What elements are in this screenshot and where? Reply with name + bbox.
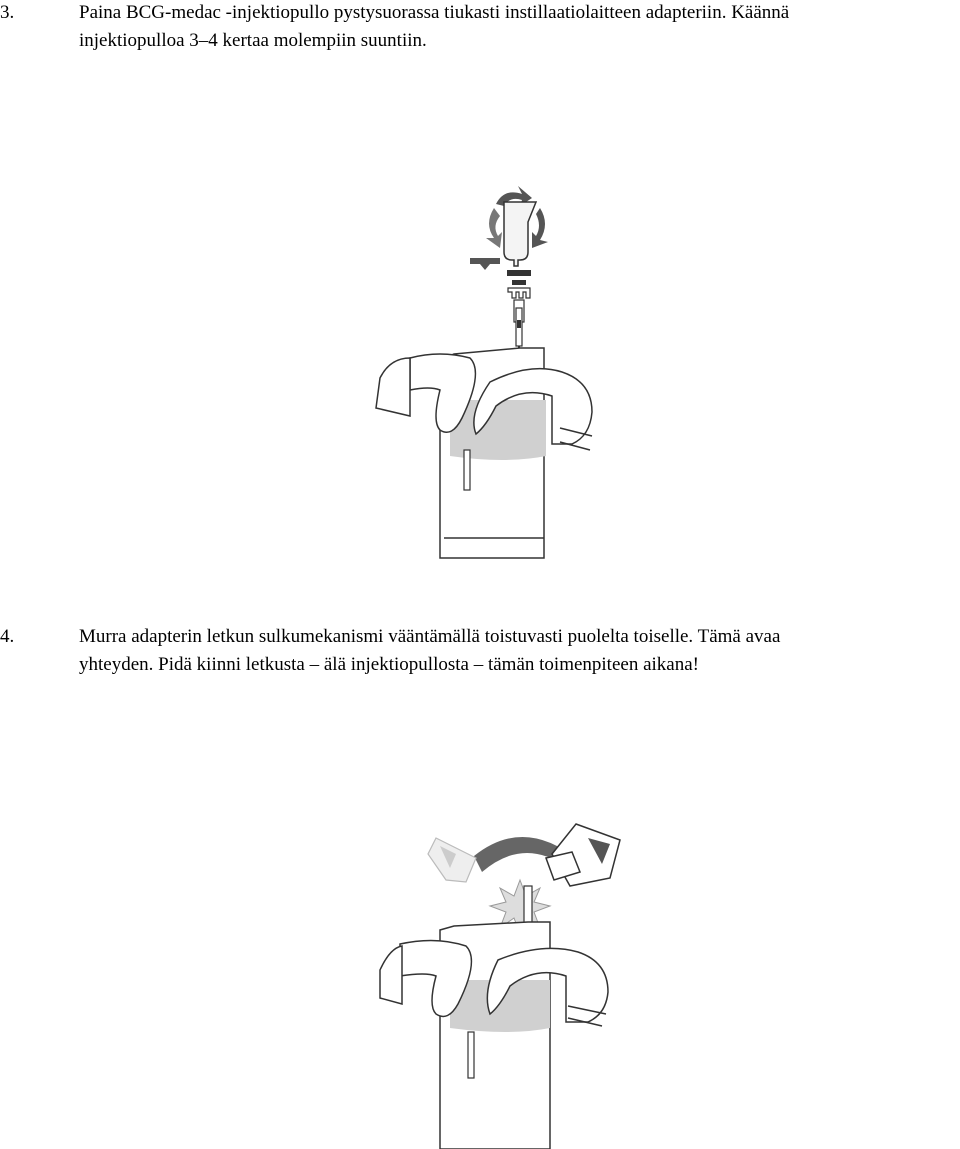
illustration-svg bbox=[370, 178, 610, 562]
vial-icon bbox=[504, 202, 536, 276]
step-text-line: injektiopulloa 3–4 kertaa molempiin suuntiin. bbox=[79, 30, 427, 51]
step-text-line: Murra adapterin letkun sulkumekanismi vääntämällä toistuvasti puolelta toiselle. Tämä avaa bbox=[79, 626, 781, 647]
step-text-line: yhteyden. Pidä kiinni letkusta – älä injektiopullosta – tämän toimenpiteen aikana! bbox=[79, 654, 699, 675]
push-down-arrow-icon bbox=[470, 258, 500, 270]
step-number: 4. bbox=[0, 626, 15, 647]
illustration-step-3 bbox=[370, 178, 610, 562]
illustration-svg bbox=[370, 820, 630, 1149]
adapter-icon bbox=[508, 280, 530, 354]
illustration-step-4 bbox=[370, 820, 630, 1149]
step-text-line: Paina BCG-medac -injektiopullo pystysuorassa tiukasti instillaatiolaitteen adapteriin. Käännä bbox=[79, 2, 790, 23]
vial-tilted-icon bbox=[546, 824, 620, 886]
step-number: 3. bbox=[0, 2, 15, 23]
vial-tilted-icon bbox=[428, 838, 476, 882]
